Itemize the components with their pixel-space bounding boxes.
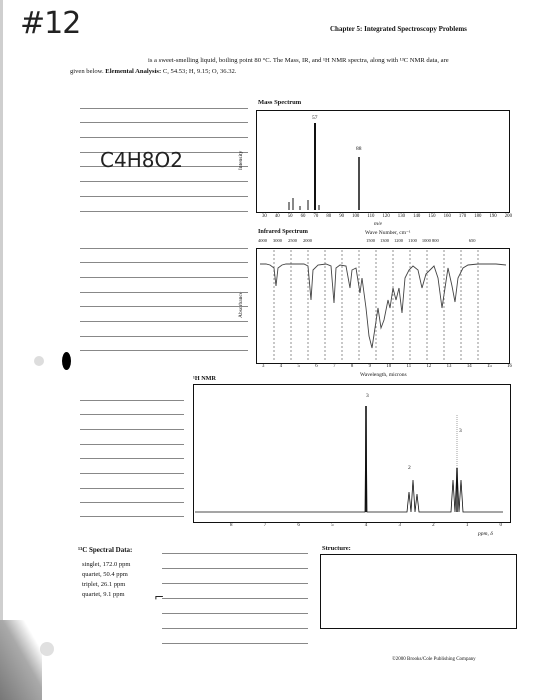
handwritten-formula: C4H8O2 [100,148,183,172]
mass-x-tick: 170 [458,214,467,219]
mass-x-tick: 180 [474,214,482,219]
answer-line[interactable] [80,458,184,459]
mass-x-tick: 110 [367,214,375,219]
hnmr-x-unit: ppm, δ [478,531,493,537]
answer-line[interactable] [80,321,248,322]
hnmr-x-tick: 1 [465,523,469,528]
answer-line[interactable] [80,196,248,197]
hnmr-spectrum-plot [193,384,511,523]
page-corner-shadow [0,620,42,700]
ir-top-ticks-right [432,238,476,243]
intro-line-1: is a sweet-smelling liquid, boiling point 80 °C. The Mass, IR, and ¹H NMR spectra, along with ¹³C NMR data, are [148,57,449,64]
ir-top-tick: 1100 [408,238,417,243]
ir-x-ticks [262,364,512,369]
mass-spectrum-plot [256,110,510,213]
c13-line-3: triplet, 26.1 ppm [82,581,126,588]
ir-x-tick: 6 [315,364,318,369]
answer-line[interactable] [80,400,184,401]
mass-spectrum-x-ticks [262,214,512,219]
ir-top-tick: 2000 [303,238,312,243]
ir-top-tick: 800 [432,238,439,243]
mass-x-tick: 160 [443,214,451,219]
ir-title: Infrared Spectrum [258,228,308,235]
ir-x-tick: 3 [262,364,265,369]
answer-line[interactable] [80,248,248,249]
ir-top-ticks-mid [366,238,431,243]
binder-hole-faint [40,642,54,656]
ir-top-tick: 1300 [380,238,389,243]
binder-hole-shadow [34,356,44,366]
copyright: ©2000 Brooks/Cole Publishing Company [392,657,476,662]
ir-x-tick: 13 [446,364,452,369]
intro-line-2 [70,68,236,75]
intro-given-below: given below. [70,68,104,75]
ir-x-tick: 4 [279,364,283,369]
mass-x-tick: 200 [504,214,512,219]
binder-hole [62,352,71,370]
answer-line[interactable] [80,211,248,212]
mass-spectrum-x-label: m/e [374,221,382,227]
mass-x-tick: 120 [382,214,390,219]
answer-line[interactable] [80,414,184,415]
answer-line[interactable] [162,583,308,584]
hnmr-integration-label-1: 3 [366,393,369,399]
answer-line[interactable] [80,181,248,182]
hnmr-integration-label-2: 2 [408,465,411,471]
answer-line[interactable] [80,336,248,337]
ir-top-tick: 4000 [258,238,267,243]
answer-line[interactable] [80,516,184,517]
hnmr-x-tick: 2 [432,523,435,528]
ir-top-tick: 650 [468,238,476,243]
page-left-edge [0,0,3,700]
ir-x-tick: 7 [333,364,336,369]
ir-spectrum-plot [256,248,510,364]
ir-top-tick: 1500 [366,238,375,243]
ir-x-tick: 12 [426,364,432,369]
mass-x-tick: 60 [300,214,306,219]
c13-title: ¹³C Spectral Data: [78,546,133,554]
hnmr-x-tick: 0 [499,523,502,528]
answer-line[interactable] [162,598,308,599]
elemental-analysis-label: Elemental Analysis: [105,68,162,75]
answer-line[interactable] [80,292,248,293]
ir-x-tick: 9 [368,364,371,369]
mass-x-tick: 70 [313,214,319,219]
ir-x-tick: 10 [386,364,392,369]
ir-top-tick: 3000 [273,238,282,243]
mass-spectrum-y-label: Intensity [238,150,244,170]
answer-line[interactable] [162,568,308,569]
answer-line[interactable] [80,444,184,445]
answer-line[interactable] [162,613,308,614]
mass-x-tick: 190 [489,214,497,219]
answer-line[interactable] [80,122,248,123]
hnmr-x-tick: 8 [230,523,233,528]
c13-line-2: quartet, 50.4 ppm [82,571,128,578]
hnmr-x-tick: 6 [297,523,300,528]
mass-x-tick: 140 [413,214,421,219]
ir-x-tick: 8 [350,364,354,369]
mass-peak-label-88: 88 [356,146,362,152]
answer-line[interactable] [80,502,184,503]
ir-top-tick: 1000 [421,238,431,243]
answer-line[interactable] [80,306,248,307]
ir-x-tick: 11 [406,364,412,369]
mass-x-tick: 130 [397,214,405,219]
ir-y-label: Absorbance [238,291,244,318]
c13-line-1: singlet, 172.0 ppm [82,561,131,568]
answer-line[interactable] [162,553,308,554]
answer-line[interactable] [80,429,184,430]
mass-x-tick: 100 [352,214,360,219]
answer-line[interactable] [80,277,248,278]
answer-line[interactable] [80,108,248,109]
mass-x-tick: 90 [339,214,345,219]
hnmr-x-tick: 4 [364,523,368,528]
answer-line[interactable] [162,628,308,629]
hnmr-x-ticks [230,523,502,528]
chapter-header: Chapter 5: Integrated Spectroscopy Problems [330,25,467,33]
ir-top-tick: 2500 [288,238,297,243]
ir-top-tick: 1200 [394,238,403,243]
hnmr-x-tick: 7 [263,523,267,528]
ir-x-tick: 16 [507,364,512,369]
ir-absorbance-trace [260,264,506,348]
structure-box[interactable] [320,554,517,629]
ir-x-tick: 5 [297,364,300,369]
ir-x-tick: 14 [466,364,472,369]
answer-line[interactable] [162,643,308,644]
handwritten-problem-number: #12 [20,6,81,41]
mass-x-tick: 80 [326,214,332,219]
hnmr-x-tick: 5 [331,523,334,528]
mass-x-tick: 30 [262,214,267,219]
answer-line[interactable] [80,137,248,138]
hnmr-integration-label-3: 3 [459,428,462,434]
mass-x-tick: 50 [287,214,293,219]
elemental-analysis-values: C, 54.53; H, 9.15; O, 36.32. [162,68,237,75]
mass-spectrum-title: Mass Spectrum [258,99,302,106]
mass-x-tick: 150 [428,214,436,219]
ir-x-label: Wavelength, microns [360,372,407,378]
structure-label: Structure: [322,545,351,552]
mass-x-tick: 40 [274,214,280,219]
hnmr-x-tick: 3 [398,523,401,528]
answer-line[interactable] [80,262,248,263]
hnmr-title: ¹H NMR [193,375,216,382]
c13-line-4: quartet, 9.1 ppm [82,591,125,598]
mass-peak-label-57: 57 [312,115,318,121]
answer-line[interactable] [80,473,184,474]
answer-line[interactable] [80,350,248,351]
answer-line[interactable] [80,488,184,489]
handwritten-bracket: ⌐ [154,590,165,604]
ir-x-tick: 15 [486,364,492,369]
ir-top-label: Wave Number, cm⁻¹ [365,230,411,236]
ir-top-ticks-left [258,238,312,243]
